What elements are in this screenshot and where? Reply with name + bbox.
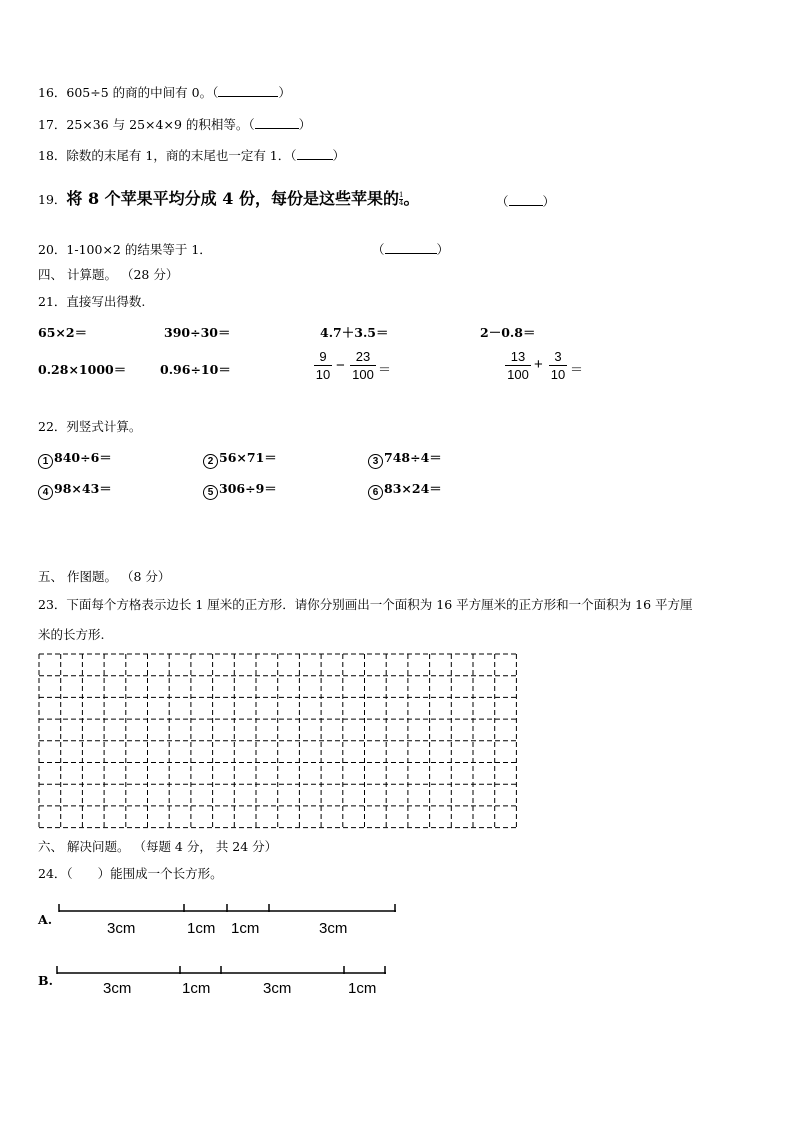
vertical-calc-4: 4 98×43＝ xyxy=(38,479,112,500)
question-24: 24．（ ）能围成一个长方形。 xyxy=(38,866,223,881)
option-b-segment-2: 1cm xyxy=(182,980,211,997)
fraction-13-100: 13 100 xyxy=(505,348,531,383)
option-a-label[interactable]: A. xyxy=(38,912,53,927)
question-20-text: 20．1-100×2 的结果等于 1． xyxy=(38,242,212,257)
question-19-number: 19． xyxy=(38,192,67,207)
question-22: 22．列竖式计算。 xyxy=(38,419,142,434)
section-4-title: 四、 计算题。 （28 分） xyxy=(38,267,179,282)
fraction-3-10: 3 10 xyxy=(550,349,566,382)
vertical-calc-5: 5 306÷9＝ xyxy=(203,479,277,500)
option-a-segment-3: 1cm xyxy=(231,920,260,937)
fraction-23-100: 23 100 xyxy=(350,348,376,383)
calc-390div30: 390÷30＝ xyxy=(164,325,231,340)
equals-sign: ＝ xyxy=(570,363,584,378)
equals-sign: ＝ xyxy=(378,363,392,378)
vertical-calc-2: 2 56×71＝ xyxy=(203,448,277,469)
question-19-text: 将 8 个苹果平均分成 4 份，每份是这些苹果的 xyxy=(66,189,399,208)
answer-blank-16[interactable] xyxy=(218,85,278,97)
option-b-segment-4: 1cm xyxy=(348,980,377,997)
calc-65x2: 65×2＝ xyxy=(38,325,88,340)
vertical-calc-1: 1 840÷6＝ xyxy=(38,448,112,469)
question-18: 18．除数的末尾有 1，商的末尾也一定有 1．（ ） xyxy=(38,148,346,163)
question-18-text: 18．除数的末尾有 1，商的末尾也一定有 1．（ xyxy=(38,148,297,163)
vertical-calc-3: 3 748÷4＝ xyxy=(368,448,442,469)
square-grid[interactable] xyxy=(38,653,558,829)
option-b-ruler xyxy=(54,965,388,979)
question-19-fraction: $\frac{1}{4}$ xyxy=(398,191,404,207)
option-a-ruler xyxy=(56,903,398,917)
answer-blank-20[interactable] xyxy=(385,242,437,254)
option-a-segment-1: 3cm xyxy=(107,920,136,937)
plus-sign: + xyxy=(534,356,543,373)
calc-0.28x1000: 0.28×1000＝ xyxy=(38,362,127,377)
minus-sign: − xyxy=(336,357,345,374)
question-23-line1: 23．下面每个方格表示边长 1 厘米的正方形．请你分别画出一个面积为 16 平方厘米的正方形和一个面积为 16 平方厘 xyxy=(38,597,693,612)
answer-blank-19[interactable] xyxy=(509,194,543,206)
section-5-title: 五、 作图题。 （8 分） xyxy=(38,569,171,584)
calc-4.7plus3.5: 4.7＋3.5＝ xyxy=(320,325,389,340)
vertical-calc-6: 6 83×24＝ xyxy=(368,479,442,500)
question-21: 21．直接写出得数. xyxy=(38,294,146,309)
answer-20: （ ） xyxy=(372,242,450,257)
section-6-title: 六、 解决问题。 （每题 4 分， 共 24 分） xyxy=(38,839,278,854)
answer-blank-18[interactable] xyxy=(297,148,333,160)
question-20 xyxy=(38,240,212,258)
fraction-9-10: 9 10 xyxy=(315,349,331,382)
option-b-segment-3: 3cm xyxy=(263,980,292,997)
question-17-text: 17．25×36 与 25×4×9 的积相等。（ xyxy=(38,117,255,132)
calc-0.96div10: 0.96÷10＝ xyxy=(160,362,231,377)
question-17: 17．25×36 与 25×4×9 的积相等。（ ） xyxy=(38,117,312,132)
option-b-label[interactable]: B. xyxy=(38,973,53,988)
answer-19: （ ） xyxy=(496,194,556,209)
question-16-text: 16．605÷5 的商的中间有 0。（ xyxy=(38,85,219,100)
option-a-segment-2: 1cm xyxy=(187,920,216,937)
calc-2minus0.8: 2－0.8＝ xyxy=(480,325,536,340)
answer-blank-17[interactable] xyxy=(255,117,299,129)
option-b-segment-1: 3cm xyxy=(103,980,132,997)
question-19: 19．将 8 个苹果平均分成 4 份，每份是这些苹果的 $\frac{1}{4}$ 。 xyxy=(38,189,420,208)
question-23-line2: 米的长方形. xyxy=(38,627,105,642)
option-a-segment-4: 3cm xyxy=(319,920,348,937)
question-16: 16．605÷5 的商的中间有 0。（ ） xyxy=(38,85,291,100)
